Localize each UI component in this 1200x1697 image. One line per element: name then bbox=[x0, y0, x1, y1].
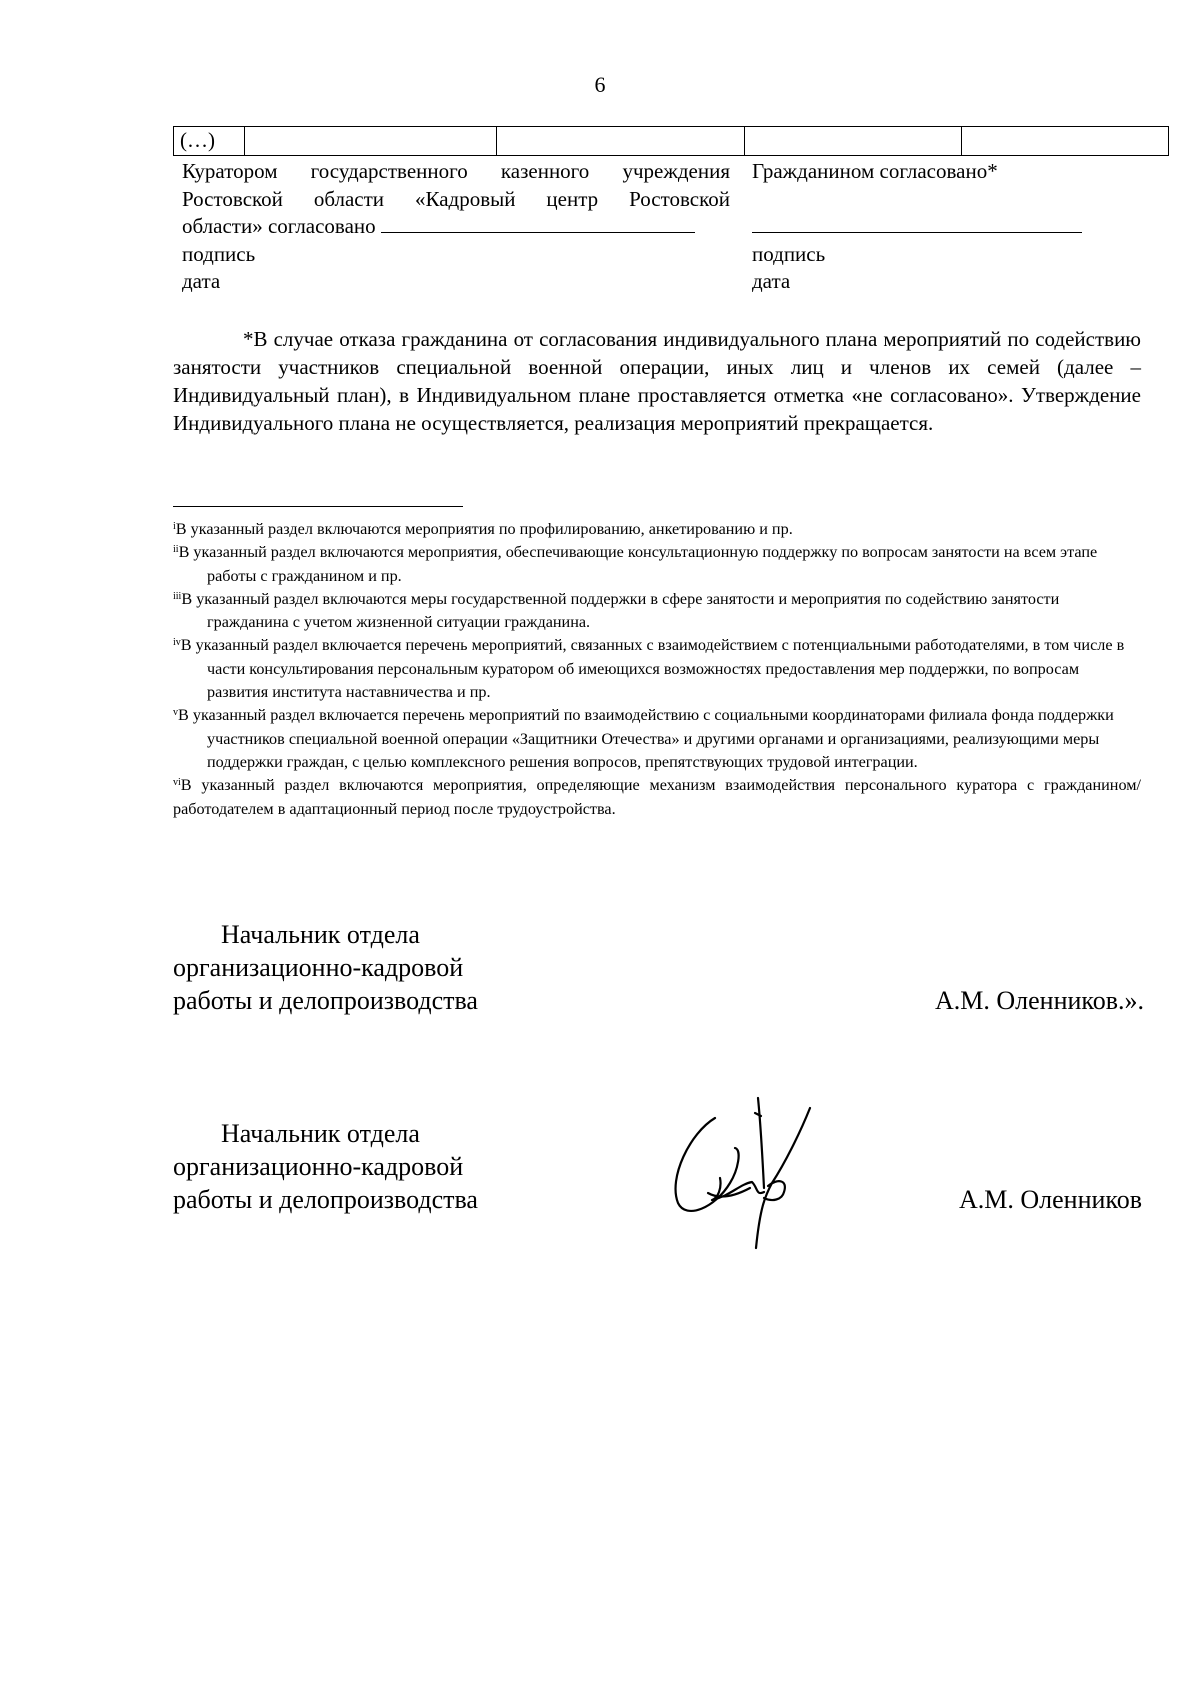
footnote-item: $^{iii}$В указанный раздел включаются меры государственной поддержки в сфере занятости и мероприятия по содействию занятости гражданина с учетом жизненной ситуации гражданина. bbox=[173, 589, 1060, 632]
plan-table-continuation bbox=[173, 126, 1169, 156]
footnote-item: $^{vi}$В указанный раздел включаются мероприятия, определяющие механизм взаимодействия персонального куратора с гражданином/работодателем в адаптационный период после трудоустройства. bbox=[173, 776, 1141, 818]
curator-agreement-line-1: Куратором государственного казенного учреждения bbox=[182, 159, 730, 183]
curator-agreement-line-2: Ростовской области «Кадровый центр Ростовской bbox=[182, 186, 730, 211]
footnote-separator bbox=[173, 506, 463, 507]
table-cell bbox=[962, 127, 1169, 156]
table-cell bbox=[245, 127, 497, 156]
table-row bbox=[174, 127, 1169, 156]
curator-agreement-line-3 bbox=[182, 213, 730, 241]
table-cell-ellipsis: (…) bbox=[174, 127, 245, 156]
citizen-date-label: дата bbox=[752, 269, 791, 293]
handwritten-signature bbox=[660, 1088, 840, 1258]
signoff-position-2: Начальник отдела организационно-кадровой работы и делопроизводства bbox=[173, 1119, 478, 1214]
signoff-name-1: А.М. Оленников.». bbox=[934, 986, 1144, 1015]
footnote-item: $^v$В указанный раздел включается перечень мероприятий по взаимодействию с социальными координаторами филиала фонда поддержки участников специальной военной операции «Защитники Отечества» и другими органами и организациями, реализующими меры поддержки граждан, с целью комплексного решения вопросов, препятствующих трудовой интеграции. bbox=[173, 706, 1114, 771]
signoff-position-1: Начальник отдела организационно-кадровой работы и делопроизводства bbox=[173, 920, 478, 1015]
table-cell bbox=[745, 127, 962, 156]
curator-date-label: дата bbox=[182, 269, 221, 293]
footnotes bbox=[173, 518, 1141, 821]
footnote-item: $^{ii}$В указанный раздел включаются мероприятия, обеспечивающие консультационную поддержку по вопросам занятости на всем этапе работы с гражданином и пр. bbox=[173, 543, 1098, 585]
footnote-item: $^i$В указанный раздел включаются мероприятия по профилированию, анкетированию и пр. bbox=[173, 520, 793, 538]
citizen-agreed-label: Гражданином согласовано* bbox=[752, 159, 998, 183]
citizen-signature-line bbox=[752, 214, 1082, 233]
curator-signature-label: подпись bbox=[182, 241, 256, 266]
curator-signature-line bbox=[381, 214, 695, 233]
page-number: 6 bbox=[594, 72, 606, 97]
citizen-signature-label: подпись bbox=[752, 241, 826, 266]
signoff-name-2: А.М. Оленников bbox=[958, 1185, 1142, 1214]
curator-agreed-label: области» согласовано bbox=[182, 214, 376, 238]
curator-agreement-block bbox=[182, 158, 730, 296]
table-cell bbox=[497, 127, 745, 156]
refusal-note: *В случае отказа гражданина от согласования индивидуального плана мероприятий по содействию занятости участников специальной военной операции, иных лиц и членов их семей (далее – Индивидуальный план), в Индивидуальном плане проставляется отметка «не согласовано». Утверждение Индивидуального плана не осуществляется, реализация мероприятий прекращается. bbox=[173, 327, 1141, 435]
citizen-agreement-block bbox=[752, 158, 1092, 296]
footnote-item: $^{iv}$В указанный раздел включается перечень мероприятий, связанных с взаимодействием с потенциальными работодателями, в том числе в части консультирования персональным куратором об имеющихся возможностях предоставления мер поддержки, по вопросам развития института наставничества и пр. bbox=[173, 636, 1125, 702]
